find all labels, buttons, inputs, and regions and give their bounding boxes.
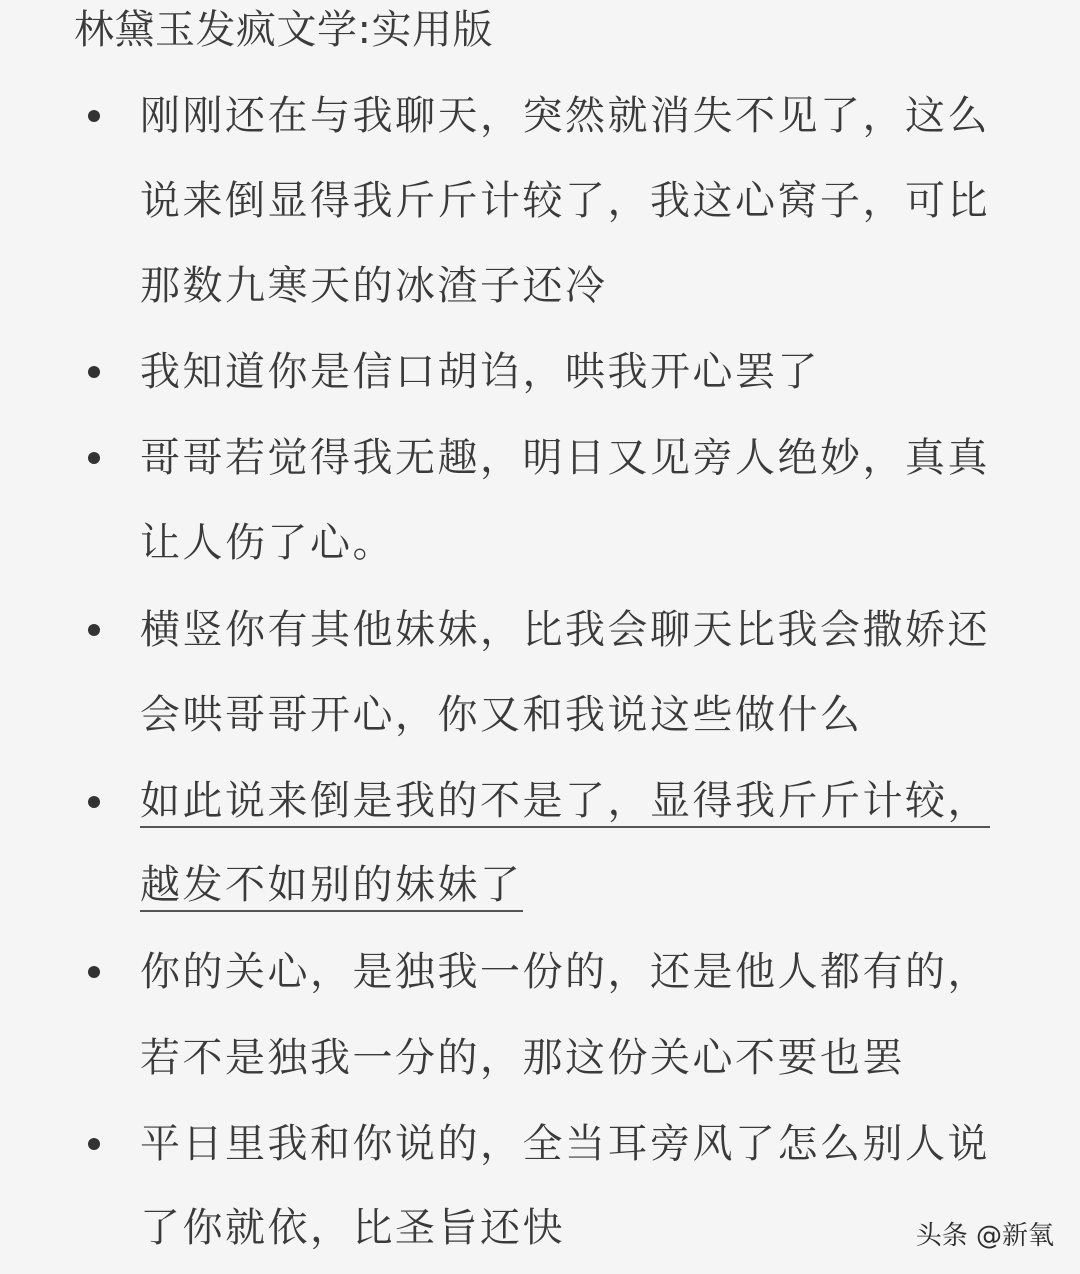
item-line: 那数九寒天的冰渣子还冷 [140, 263, 608, 309]
watermark: 头条 @新氧 [915, 1221, 1054, 1251]
item-line: 越发不如别的妹妹了 [140, 860, 523, 912]
item-line: 若不是独我一分的，那这份关心不要也罢 [140, 1035, 905, 1081]
bullet-icon [88, 624, 100, 636]
item-line: 我知道你是信口胡诌，哄我开心罢了 [140, 349, 820, 395]
item-line: 会哄哥哥开心，你又和我说这些做什么 [140, 692, 863, 738]
item-line: 哥哥若觉得我无趣，明日又见旁人绝妙，真真 [140, 435, 990, 481]
item-line: 如此说来倒是我的不是了，显得我斤斤计较， [140, 776, 990, 828]
item-line: 让人伤了心。 [140, 520, 395, 566]
bullet-icon [88, 366, 100, 378]
bullet-icon [88, 1138, 100, 1150]
item-line: 刚刚还在与我聊天，突然就消失不见了，这么 [140, 93, 990, 139]
page-title: 林黛玉发疯文学:实用版 [74, 7, 493, 53]
item-line: 了你就依，比圣旨还快 [140, 1205, 565, 1251]
bullet-icon [88, 452, 100, 464]
item-line: 你的关心，是独我一份的，还是他人都有的， [140, 949, 990, 995]
bullet-icon [88, 966, 100, 978]
bullet-icon [88, 110, 100, 122]
item-line: 平日里我和你说的，全当耳旁风了怎么别人说 [140, 1121, 990, 1167]
bullet-icon [88, 796, 100, 808]
item-line: 说来倒显得我斤斤计较了，我这心窝子，可比 [140, 178, 990, 224]
item-line: 横竖你有其他妹妹，比我会聊天比我会撒娇还 [140, 607, 990, 653]
